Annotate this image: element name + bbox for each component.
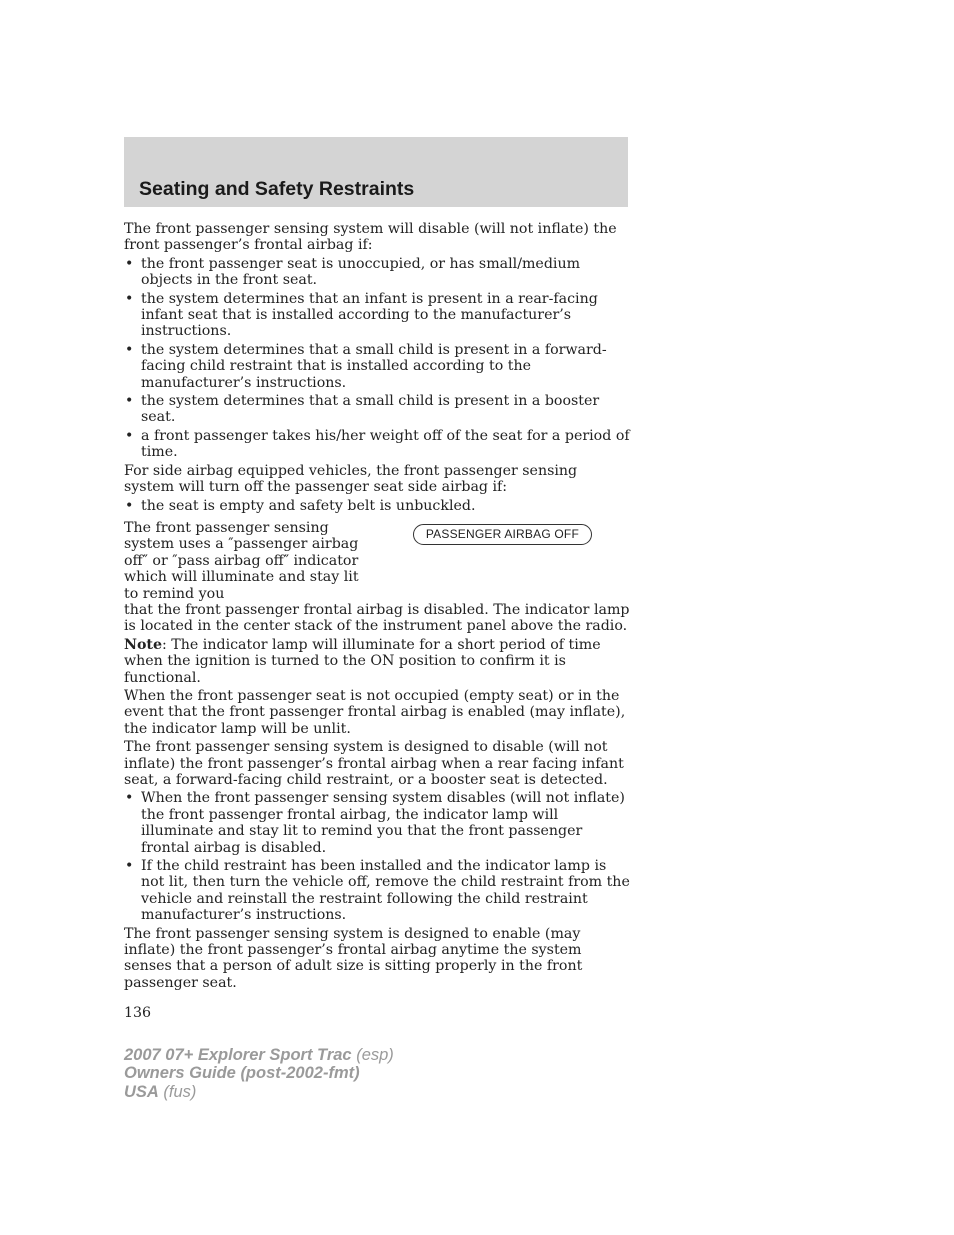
passenger-airbag-off-indicator: PASSENGER AIRBAG OFF [413, 524, 592, 545]
list-item: • the system determines that an infant is present in a rear-facing infant seat that is installed according to the manufacturer’s instructions. [125, 290, 598, 340]
bullet-icon: • [125, 790, 134, 807]
bullet-icon: • [125, 290, 134, 307]
indicator-paragraph-start: The front passenger sensing system uses a ″passenger airbag off″ or ″pass airbag off″ indicator which will illuminate and stay lit to remind you [124, 519, 359, 602]
bullet-icon: • [125, 255, 134, 272]
unlit-paragraph: When the front passenger seat is not occupied (empty seat) or in the event that the front passenger frontal airbag is enabled (may inflate), the indicator lamp will be unlit. [124, 687, 626, 737]
bullet-icon: • [125, 497, 134, 514]
disable-design-paragraph: The front passenger sensing system is designed to disable (will not inflate) the front passenger’s frontal airbag when a rear facing infant seat, a forward-facing child restraint, or a booster seat is detected. [124, 739, 624, 788]
note-text: : The indicator lamp will illuminate for a short period of time when the ignition is turned to the ON position to confirm it is functional. [124, 636, 601, 686]
page-content [124, 221, 630, 1022]
list-item: • the seat is empty and safety belt is unbuckled. [125, 497, 476, 514]
disable-conditions-list [124, 256, 630, 461]
side-airbag-paragraph: For side airbag equipped vehicles, the front passenger sensing system will turn off the passenger seat side airbag if: [124, 462, 578, 496]
page-number: 136 [124, 1005, 152, 1022]
footer-line-1: 2007 07+ Explorer Sport Trac (esp) [124, 1046, 394, 1064]
bullet-icon: • [125, 341, 134, 358]
intro-paragraph: The front passenger sensing system will disable (will not inflate) the front passenger’s frontal airbag if: [124, 221, 617, 254]
enable-design-paragraph: The front passenger sensing system is designed to enable (may inflate) the front passenger’s frontal airbag anytime the system senses that a person of adult size is sitting properly in the front passenger seat. [124, 925, 583, 991]
list-item: • a front passenger takes his/her weight off of the seat for a period of time. [125, 427, 630, 461]
note-label: Note [124, 636, 163, 653]
bullet-icon: • [125, 427, 134, 444]
list-item: • the system determines that a small child is present in a booster seat. [125, 393, 600, 426]
list-item: • the front passenger seat is unoccupied, or has small/medium objects in the front seat. [125, 255, 581, 289]
note-paragraph [124, 637, 630, 686]
list-item: • If the child restraint has been installed and the indicator lamp is not lit, then turn the vehicle off, remove the child restraint from the vehicle and reinstall the restraint following the child restraint manufacturer’s instructions. [125, 858, 630, 924]
indicator-section [124, 520, 630, 635]
indicator-behavior-list [124, 790, 630, 923]
list-item: • When the front passenger sensing system disables (will not inflate) the front passenger frontal airbag, the indicator lamp will illuminate and stay lit to remind you that the front passenger frontal airbag is disabled. [125, 790, 625, 856]
side-airbag-conditions-list [124, 498, 630, 514]
section-header-band [124, 137, 628, 207]
bullet-icon: • [125, 393, 134, 410]
list-item: • the system determines that a small child is present in a forward-facing child restraint that is installed according to the manufacturer’s instructions. [125, 341, 607, 391]
section-title: Seating and Safety Restraints [139, 178, 415, 200]
indicator-paragraph-rest: that the front passenger frontal airbag is disabled. The indicator lamp is located in the center stack of the instrument panel above the radio. [124, 601, 630, 635]
document-footer [124, 1046, 394, 1101]
footer-line-2: Owners Guide (post-2002-fmt) [124, 1064, 360, 1083]
bullet-icon: • [125, 858, 134, 875]
footer-line-3: USA (fus) [124, 1082, 197, 1101]
